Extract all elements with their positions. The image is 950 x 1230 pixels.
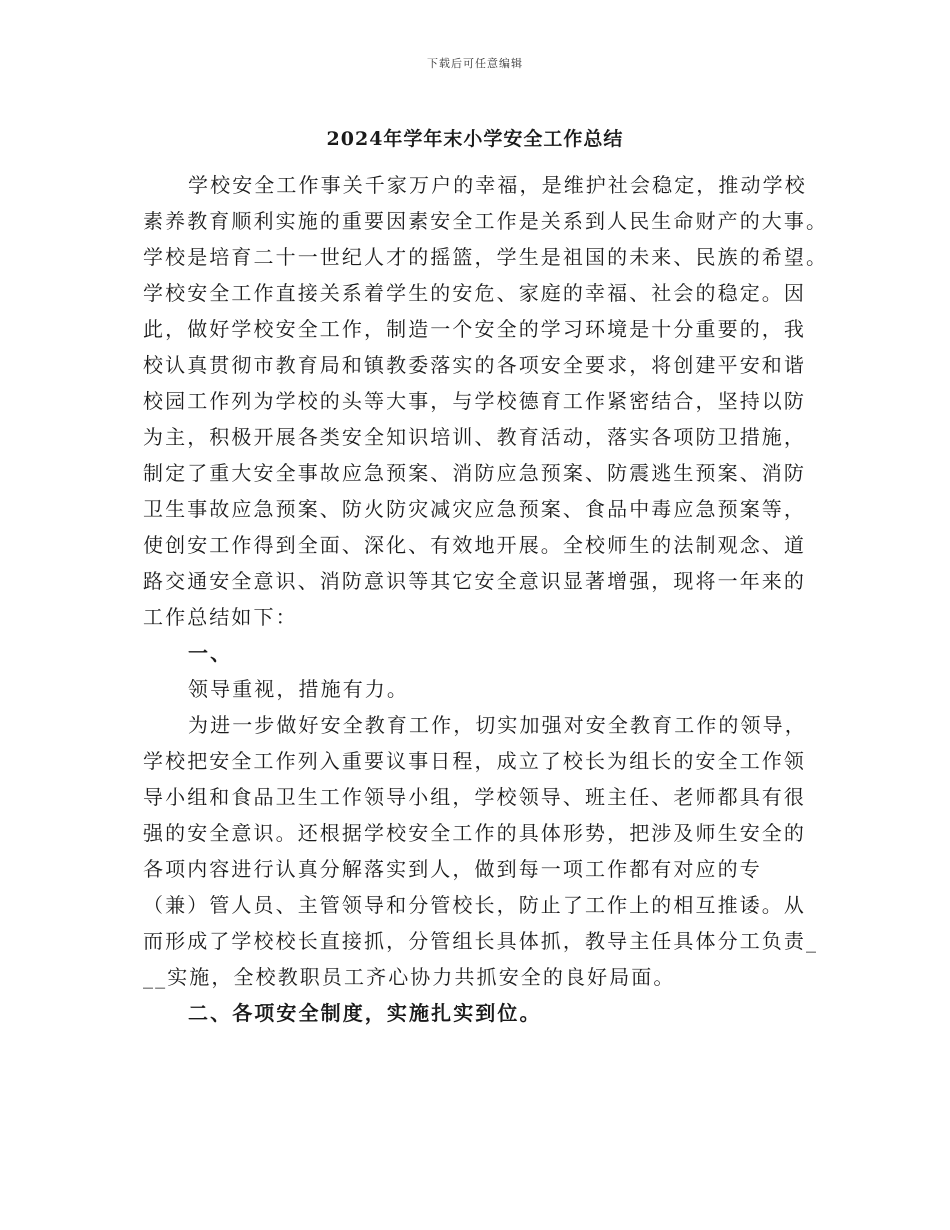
section-heading-2: 二、各项安全制度，实施扎实到位。 [188,1001,542,1025]
paragraph-line: 学校是培育二十一世纪人才的摇篮，学生是祖国的未来、民族的希望。 [143,245,829,269]
paragraph-line: 此，做好学校安全工作，制造一个安全的学习环境是十分重要的，我 [143,317,806,341]
paragraph-line: __实施，全校教职员工齐心协力共抓安全的良好局面。 [143,965,676,989]
paragraph-line: 为主，积极开展各类安全知识培训、教育活动，落实各项防卫措施， [143,425,806,449]
paragraph-line: 卫生事故应急预案、防火防灾减灾应急预案、食品中毒应急预案等， [143,497,806,521]
document-title: 2024年学年末小学安全工作总结 [326,128,624,150]
paragraph-line: 而形成了学校校长直接抓，分管组长具体抓，教导主任具体分工负责_ [143,929,819,953]
paragraph-line: 制定了重大安全事故应急预案、消防应急预案、防震逃生预案、消防 [143,461,806,485]
paragraph-line: 学校安全工作事关千家万户的幸福，是维护社会稳定，推动学校 [188,173,807,197]
header-note: 下载后可任意编辑 [427,57,523,70]
paragraph-line: 学校安全工作直接关系着学生的安危、家庭的幸福、社会的稳定。因 [143,281,806,305]
paragraph-line: 工作总结如下： [143,605,298,629]
paragraph-line: 强的安全意识。还根据学校安全工作的具体形势，把涉及师生安全的 [143,821,806,845]
section-number: 一、 [188,641,233,665]
paragraph-line: （兼）管人员、主管领导和分管校长，防止了工作上的相互推诿。从 [143,893,806,917]
paragraph-line: 路交通安全意识、消防意识等其它安全意识显著增强，现将一年来的 [143,569,806,593]
paragraph-line: 校园工作列为学校的头等大事，与学校德育工作紧密结合，坚持以防 [143,389,806,413]
paragraph-line: 各项内容进行认真分解落实到人，做到每一项工作都有对应的专 [143,857,762,881]
paragraph-line: 素养教育顺利实施的重要因素安全工作是关系到人民生命财产的大事。 [143,209,829,233]
paragraph-line: 导小组和食品卫生工作领导小组，学校领导、班主任、老师都具有很 [143,785,806,809]
paragraph-line: 学校把安全工作列入重要议事日程，成立了校长为组长的安全工作领 [143,749,806,773]
section-heading: 领导重视，措施有力。 [188,677,409,701]
paragraph-line: 为进一步做好安全教育工作，切实加强对安全教育工作的领导， [188,713,807,737]
paragraph-line: 校认真贯彻市教育局和镇教委落实的各项安全要求，将创建平安和谐 [143,353,806,377]
paragraph-line: 使创安工作得到全面、深化、有效地开展。全校师生的法制观念、道 [143,533,806,557]
